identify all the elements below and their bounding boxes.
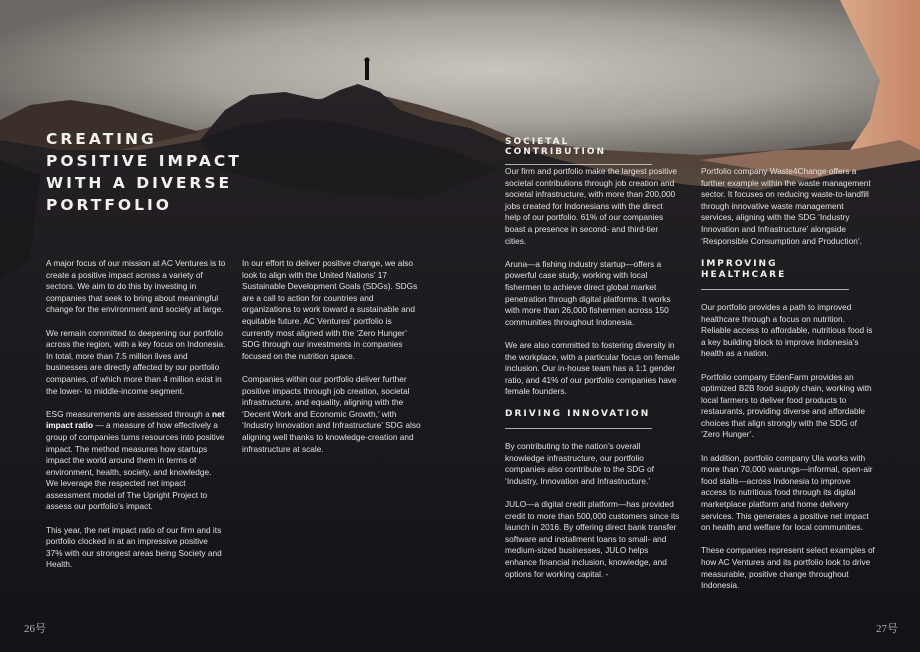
paragraph: We are also committed to fostering diversity in the workplace, with a particular focus on female inclusion. Our in-house team has a 1:1 gender ratio, and 41% of our portfolio companies have female founders. xyxy=(505,339,680,397)
paragraph: These companies represent select examples of how AC Ventures and its portfolio look to drive measurable, positive change throughout Indonesia. xyxy=(701,545,875,591)
paragraph: This year, the net impact ratio of our firm and its portfolio clocked in at an impressive positive 37% with our strongest areas being Society and Health. xyxy=(46,524,222,570)
paragraph-net-impact xyxy=(46,409,226,513)
paragraph: Our portfolio provides a path to improved healthcare through a focus on nutrition. Reliable access to affordable, nutritious food is a key building block to improve Indonesia’s health as a nation. xyxy=(701,301,873,359)
paragraph: Portfolio company Waste4Change offers a further example within the waste management sector. It focuses on reducing waste-to-landfill through innovative waste management services, aligning with the SDG ‘Industry Innovation and Infrastructure’ alongside ‘Responsible Consumption and Production’. xyxy=(701,166,871,246)
paragraph: Companies within our portfolio deliver further positive impacts through job creation, societal infrastructure, and equality, aligning with the ‘Decent Work and Economic Growth,’ with ‘Industry Innovation and Infrastructure’ SDG also aligning well thanks to knowledge-creation and infrastructure at scale. xyxy=(242,373,421,454)
text-column-1 xyxy=(46,258,226,583)
paragraph: Aruna—a fishing industry startup—offers a powerful case study, working with local fishermen to achieve direct global market penetration through digital platforms. It works with more than 26,000 fishermen across 150 communities throughout Indonesia. xyxy=(505,258,671,327)
text-column-3 xyxy=(505,166,680,592)
title-line-2: POSITIVE IMPACT xyxy=(46,152,242,170)
title-line-3: WITH A DIVERSE xyxy=(46,174,233,192)
page-title xyxy=(46,128,246,216)
section-heading-societal-contribution: SOCIETAL CONTRIBUTION xyxy=(505,137,652,165)
paragraph: In our effort to deliver positive change, we also look to align with the United Nations’ 17 Sustainable Development Goals (SDGs). SDGs are a call to action for countries and organizations to work toward a sustainable and equitable future. AC Ventures’ portfolio is currently most aligned with the ‘Zero Hunger’ SDG through our investments in companies focused on the nutrition space. xyxy=(242,258,418,361)
paragraph: JULO—a digital credit platform—has provided credit to more than 500,000 customers since its launch in 2016. By offering direct bank transfer software and installment loans to small- and medium-sized businesses, JULO helps enhance financial inclusion, knowledge, and options for working capital. - xyxy=(505,499,680,579)
page-number-left: 26号 xyxy=(24,623,46,635)
title-line-1: CREATING xyxy=(46,130,157,148)
section-heading-driving-innovation: DRIVING INNOVATION xyxy=(505,409,652,429)
text-run: — a measure of how effectively a group of companies turns resources into positive impact. The method measures how startups impact the world around them in terms of environment, health, society, and knowledge. We leverage the respected net impact assessment model of The Upright Project to assess our portfolio’s impact. xyxy=(46,420,225,512)
section-heading-improving-healthcare: IMPROVING HEALTHCARE xyxy=(701,259,849,290)
paragraph: We remain committed to deepening our portfolio across the region, with a key focus on Indonesia. In total, more than 7.5 million lives and businesses are directly affected by our portfolio companies, of which more than 4 million exist in the lower- to middle-income segment. xyxy=(46,327,226,396)
paragraph: Our firm and portfolio make the largest positive societal contributions through job creation and societal infrastructure, with more than 200,000 jobs created for Indonesians with the direct help of our portfolio. 61% of our companies boast a presence in second- and third-tier cities. xyxy=(505,166,678,246)
paragraph: In addition, portfolio company Ula works with more than 70,000 warungs—informal, open-air food stalls—across Indonesia to improve access to nutritious food through its digital marketplace platform and home delivery services. This generates a positive net impact on health and welfare for local communities. xyxy=(701,452,873,533)
text-column-4 xyxy=(701,166,877,603)
text-run: ESG measurements are assessed through a xyxy=(46,408,213,419)
text-column-2 xyxy=(242,258,422,467)
paragraph: By contributing to the nation’s overall knowledge infrastructure, our portfolio companies also contribute to the SDG of ‘Industry, Innovation and Infrastructure.’ xyxy=(505,441,654,486)
page-number-right: 27号 xyxy=(876,623,898,635)
net-impact-ratio-term: net impact ratio xyxy=(46,408,225,431)
paragraph: A major focus of our mission at AC Ventures is to create a positive impact across a variety of sectors. We aim to do this by investing in companies that seek to bring about meaningful change for the environment and society at large. xyxy=(46,258,226,315)
title-line-4: PORTFOLIO xyxy=(46,196,172,214)
paragraph: Portfolio company EdenFarm provides an optimized B2B food supply chain, working with local farmers to deliver food products to restaurants, providing diverse and affordable choices that align strongly with the SDG of ‘Zero Hunger’. xyxy=(701,371,872,440)
